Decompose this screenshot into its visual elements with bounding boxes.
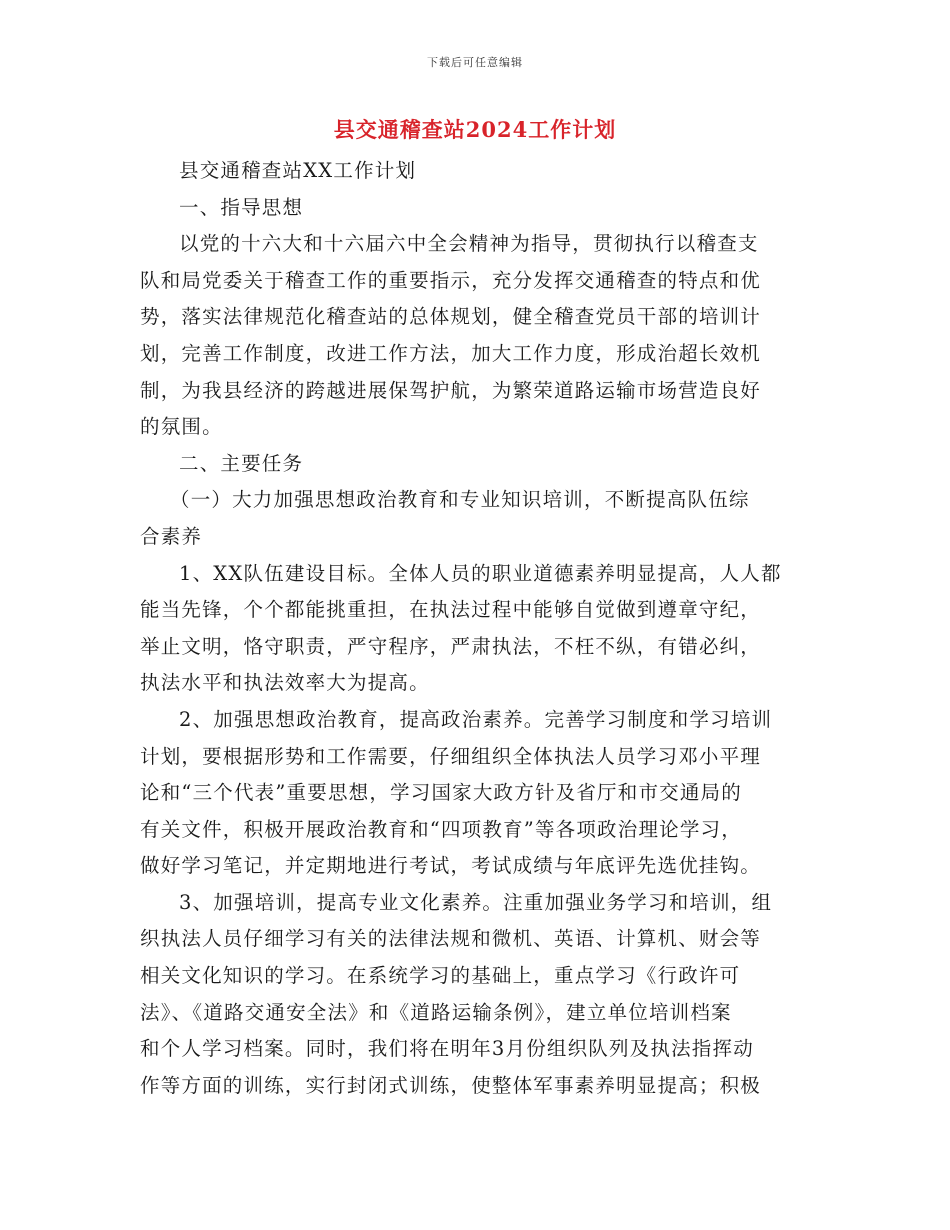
body-line: 县交通稽查站XX工作计划	[179, 159, 417, 182]
body-line: 作等方面的训练，实行封闭式训练，使整体军事素养明显提高；积极	[140, 1073, 762, 1097]
body-line: 2、加强思想政治教育，提高政治素养。完善学习制度和学习培训	[179, 707, 773, 731]
body-line: 相关文化知识的学习。在系统学习的基础上，重点学习《行政许可	[140, 964, 741, 988]
body-line: 3、加强培训，提高专业文化素养。注重加强业务学习和培训，组	[179, 890, 773, 914]
body-line: 以党的十六大和十六届六中全会精神为指导，贯彻执行以稽查支	[179, 232, 759, 256]
body-line: 做好学习笔记，并定期地进行考试，考试成绩与年底评先选优挂钩。	[140, 854, 762, 878]
body-line: 制，为我县经济的跨越进展保驾护航，为繁荣道路运输市场营造良好	[140, 378, 762, 402]
body-line: 二、主要任务	[179, 451, 304, 475]
body-line: 有关文件，积极开展政治教育和“四项教育”等各项政治理论学习，	[140, 817, 742, 841]
body-line: 1、XX队伍建设目标。全体人员的职业道德素养明显提高，人人都	[179, 561, 782, 585]
body-line: 队和局党委关于稽查工作的重要指示，充分发挥交通稽查的特点和优	[140, 268, 762, 292]
body-line: 一、指导思想	[179, 195, 304, 219]
body-line: 合素养	[140, 524, 203, 548]
body-line: 法》、《道路交通安全法》和《道路运输条例》，建立单位培训档案	[140, 1000, 732, 1024]
body-line: 的氛围。	[140, 415, 223, 439]
body-line: 论和“三个代表”重要思想，学习国家大政方针及省厅和市交通局的	[140, 781, 742, 805]
body-line: 举止文明，恪守职责，严守程序，严肃执法，不枉不纵，有错必纠，	[140, 634, 762, 658]
body-line: 划，完善工作制度，改进工作方法，加大工作力度，形成治超长效机	[140, 341, 762, 365]
body-line: 执法水平和执法效率大为提高。	[140, 671, 430, 695]
body-line: 能当先锋，个个都能挑重担，在执法过程中能够自觉做到遵章守纪，	[140, 598, 762, 622]
body-line: 计划，要根据形势和工作需要，仔细组织全体执法人员学习邓小平理	[140, 744, 762, 768]
document-body	[140, 153, 815, 1104]
body-line: （一）大力加强思想政治教育和专业知识培训，不断提高队伍综	[170, 488, 750, 512]
body-line: 和个人学习档案。同时，我们将在明年3月份组织队列及执法指挥动	[140, 1037, 754, 1061]
body-line: 势，落实法律规范化稽查站的总体规划，健全稽查党员干部的培训计	[140, 305, 762, 329]
header-note: 下载后可任意编辑	[427, 56, 523, 69]
document-title: 县交通稽查站2024工作计划	[333, 117, 617, 142]
body-line: 织执法人员仔细学习有关的法律法规和微机、英语、计算机、财会等	[140, 927, 762, 951]
